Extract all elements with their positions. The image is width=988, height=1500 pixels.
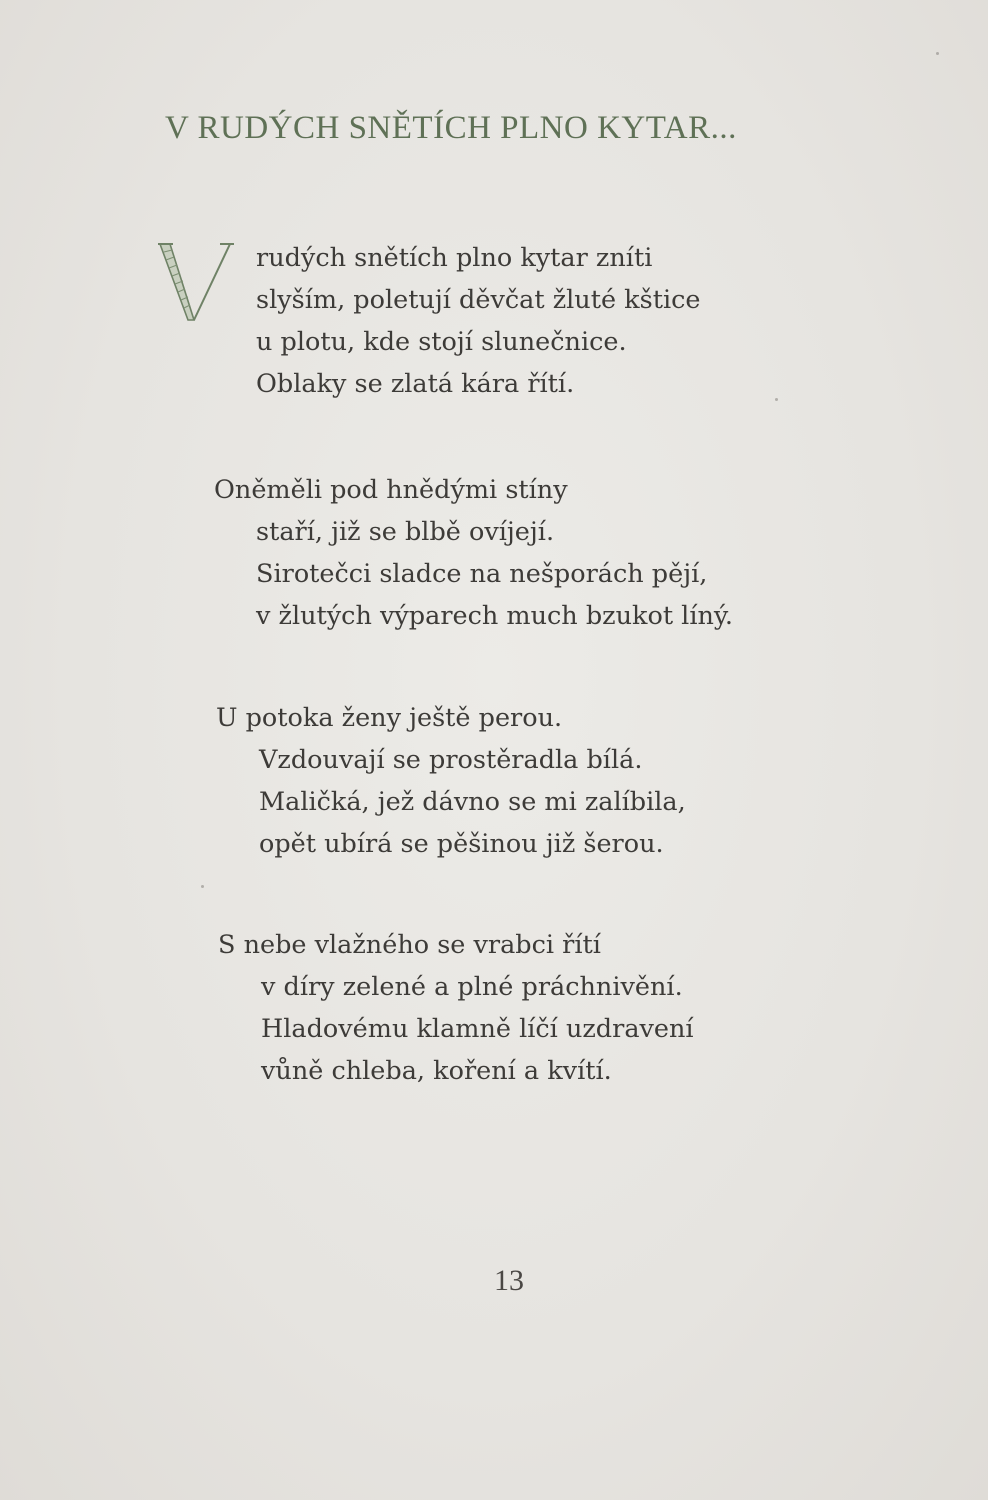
verse-line: opět ubírá se pěšinou již šerou. [259, 829, 664, 859]
poem-title: V RUDÝCH SNĚTÍCH PLNO KYTAR... [165, 110, 737, 146]
verse-line: Vzdouvají se prostěradla bílá. [259, 745, 643, 775]
decorative-initial-v [158, 240, 234, 324]
verse-line: Maličká, jež dávno se mi zalíbila, [259, 787, 686, 817]
verse-line: S nebe vlažného se vrabci řítí [218, 930, 601, 960]
verse-line: v díry zelené a plné práchnivění. [261, 972, 683, 1002]
paper-speck [936, 52, 939, 55]
verse-line: u plotu, kde stojí slunečnice. [256, 327, 627, 357]
page-number: 13 [494, 1264, 524, 1297]
verse-line: slyším, poletují děvčat žluté kštice [256, 285, 701, 315]
verse-line: staří, již se blbě ovíjejí. [256, 517, 555, 547]
verse-line: Oblaky se zlatá kára řítí. [256, 369, 575, 399]
verse-line: U potoka ženy ještě perou. [216, 703, 563, 733]
paper-speck [201, 885, 204, 888]
verse-line: vůně chleba, koření a kvítí. [261, 1056, 612, 1086]
paper-speck [775, 398, 778, 401]
verse-line: Hladovému klamně líčí uzdravení [261, 1014, 694, 1044]
verse-line: v žlutých výparech much bzukot líný. [256, 601, 734, 631]
verse-line: rudých snětích plno kytar zníti [256, 243, 653, 273]
verse-line: Sirotečci sladce na nešporách pějí, [256, 559, 708, 589]
verse-line: Oněměli pod hnědými stíny [214, 475, 568, 505]
